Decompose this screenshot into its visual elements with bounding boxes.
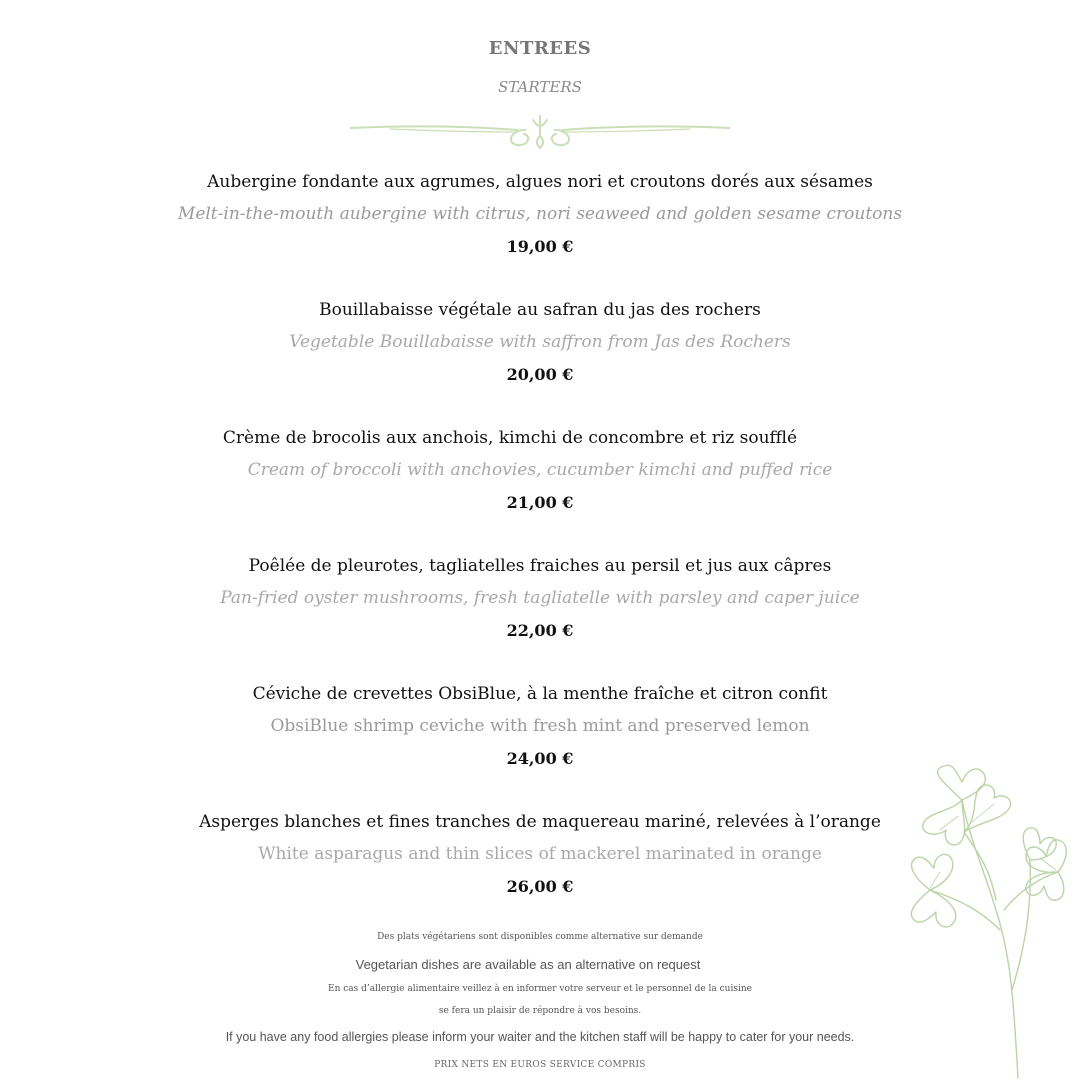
allergy-note-en: If you have any food allergies please inform your waiter and the kitchen staff will be happy to cater for your needs.: [225, 1030, 855, 1044]
allergy-note-fr-line2: se fera un plaisir de répondre à vos besoins.: [438, 1006, 642, 1016]
vegetarian-note-fr: Des plats végétariens sont disponibles comme alternative sur demande: [377, 932, 703, 942]
dish-name-fr: Céviche de crevettes ObsiBlue, à la menthe fraîche et citron confit: [252, 684, 828, 704]
dish-price: 21,00 €: [506, 493, 574, 512]
dish-price: 24,00 €: [506, 749, 574, 768]
parsley-illustration: [900, 760, 1070, 1080]
menu-subtitle: STARTERS: [498, 78, 582, 96]
dish-name-fr: Aubergine fondante aux agrumes, algues nori et croutons dorés aux sésames: [207, 172, 873, 192]
flourish-ornament: [350, 110, 730, 152]
menu-title: ENTREES: [488, 38, 592, 59]
dish-name-en: Pan-fried oyster mushrooms, fresh tagliatelle with parsley and caper juice: [220, 588, 860, 608]
dish-price: 22,00 €: [506, 621, 574, 640]
dish-name-en: Vegetable Bouillabaisse with saffron from Jas des Rochers: [289, 332, 791, 352]
dish-name-en: Melt-in-the-mouth aubergine with citrus, nori seaweed and golden sesame croutons: [177, 204, 903, 224]
price-footer: PRIX NETS EN EUROS SERVICE COMPRIS: [434, 1060, 646, 1070]
dish-name-en: White asparagus and thin slices of mackerel marinated in orange: [258, 844, 822, 864]
dish-name-en: ObsiBlue shrimp ceviche with fresh mint and preserved lemon: [270, 716, 810, 736]
dish-price: 19,00 €: [506, 237, 574, 256]
dish-price: 20,00 €: [506, 365, 574, 384]
dish-name-fr: Asperges blanches et fines tranches de maquereau mariné, relevées à l’orange: [199, 812, 881, 832]
dish-name-fr: Crème de brocolis aux anchois, kimchi de concombre et riz soufflé: [222, 428, 798, 448]
dish-price: 26,00 €: [506, 877, 574, 896]
dish-name-fr: Poêlée de pleurotes, tagliatelles fraiches au persil et jus aux câpres: [248, 556, 832, 576]
vegetarian-note-en: Vegetarian dishes are available as an alternative on request: [355, 957, 701, 972]
dish-name-fr: Bouillabaisse végétale au safran du jas des rochers: [319, 300, 761, 320]
dish-name-en: Cream of broccoli with anchovies, cucumber kimchi and puffed rice: [247, 460, 833, 480]
allergy-note-fr-line1: En cas d’allergie alimentaire veillez à en informer votre serveur et le personnel de la cuisine: [328, 984, 752, 994]
